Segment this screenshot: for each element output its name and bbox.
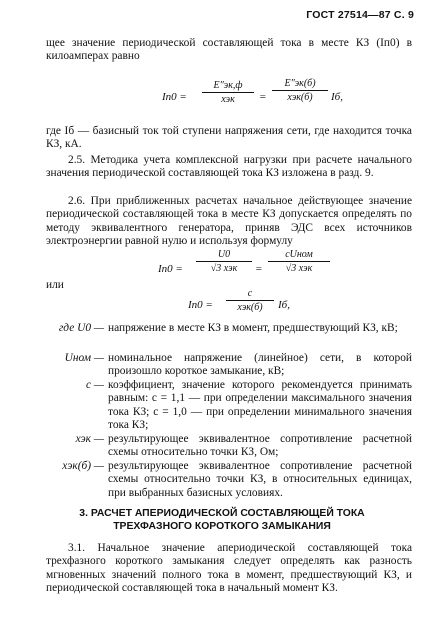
formula-3-tail: Iб,	[278, 299, 290, 311]
formula-3-fraction-denominator: xэк(б)	[237, 302, 263, 313]
paragraph-intro: щее значение периодической составляющей тока в месте КЗ (Iп0) в килоамперах равно	[46, 37, 412, 63]
formula-1-equals: =	[259, 91, 267, 103]
formula-1-tail: Iб,	[331, 91, 343, 103]
formula-1-fraction-2	[272, 78, 328, 103]
definition-u0-symbol: где U0 —	[58, 322, 104, 334]
definitions-list	[0, 322, 444, 512]
formula-2-lhs: Iп0 =	[158, 263, 183, 275]
formula-1-fraction-2-numerator: E″эк(б)	[272, 78, 328, 91]
page-header: ГОСТ 27514—87 С. 9	[306, 9, 414, 21]
paragraph-2-5: 2.5. Методика учета комплексной нагрузки при расчете начального значения периодической составляющей тока КЗ изложена в разд. 9.	[46, 154, 412, 180]
section-3-heading-line-1: 3. РАСЧЕТ АПЕРИОДИЧЕСКОЙ СОСТАВЛЯЮЩЕЙ ТОКА	[79, 508, 365, 519]
paragraph-3-1: 3.1. Начальное значение апериодической составляющей тока трехфазного короткого замыкания следует определять как разность мгновенных значений полного тока в момент, предшествующий КЗ, и периодической составляющей тока в начальный момент КЗ.	[46, 542, 412, 595]
definition-xek-symbol: xэк —	[75, 433, 104, 445]
formula-2-fraction-1	[196, 249, 252, 274]
formula-1-fraction-1-denominator: xэк	[221, 94, 235, 105]
paragraph-2-6: 2.6. При приближенных расчетах начальное действующее значение периодической составляющей тока в месте КЗ допускается определять по методу эквивалентного генератора, приняв ЭДС всех источников электроэнергии равной нулю и используя формулу	[46, 195, 412, 248]
formula-2-fraction-2-numerator: cUном	[268, 249, 330, 262]
definition-xek-b-symbol: xэк(б) —	[62, 460, 104, 472]
formula-1-fraction-2-denominator: xэк(б)	[287, 92, 313, 103]
definition-xek-b-text: результирующее эквивалентное сопротивление расчетной схемы относительно точки КЗ, в относительных единицах, при выбранных базисных условиях.	[108, 460, 412, 499]
or-word: или	[46, 279, 64, 291]
formula-2-fraction-1-denominator: √3 xэк	[210, 263, 238, 274]
definition-c-symbol: c —	[85, 379, 104, 391]
formula-2-fraction-2-denominator: √3 xэк	[285, 263, 313, 274]
formula-3-fraction	[226, 288, 274, 313]
formula-2-fraction-1-numerator: U0	[196, 249, 252, 262]
definition-u0-text: напряжение в месте КЗ в момент, предшествующий КЗ, кВ;	[108, 322, 398, 334]
formula-3-fraction-numerator: c	[226, 288, 274, 301]
section-3-heading	[0, 507, 444, 533]
definition-c-text: коэффициент, значение которого рекомендуется принимать равным: c = 1,1 — при определении максимального значения тока КЗ; c = 1,0 — при определении минимального значения тока КЗ;	[108, 379, 412, 432]
paragraph-basis-current: где Iб — базисный ток той ступени напряжения сети, где находится точка КЗ, кА.	[46, 125, 412, 151]
definition-unom-text: номинальное напряжение (линейное) сети, в которой произошло короткое замыкание, кВ;	[108, 352, 412, 378]
definition-unom-symbol: Uном —	[64, 352, 104, 364]
formula-3-lhs: Iп0 =	[188, 299, 213, 311]
section-3-heading-line-2: ТРЕХФАЗНОГО КОРОТКОГО ЗАМЫКАНИЯ	[113, 521, 331, 532]
formula-1-lhs: Iп0 =	[162, 91, 187, 103]
formula-1-fraction-1-numerator: E″эк,ф	[202, 80, 254, 93]
formula-2-equals: =	[255, 263, 263, 275]
definition-xek-text: результирующее эквивалентное сопротивление расчетной схемы относительно точки КЗ, Ом;	[108, 433, 412, 459]
formula-1-fraction-1	[202, 80, 254, 105]
formula-2-fraction-2	[268, 249, 330, 274]
